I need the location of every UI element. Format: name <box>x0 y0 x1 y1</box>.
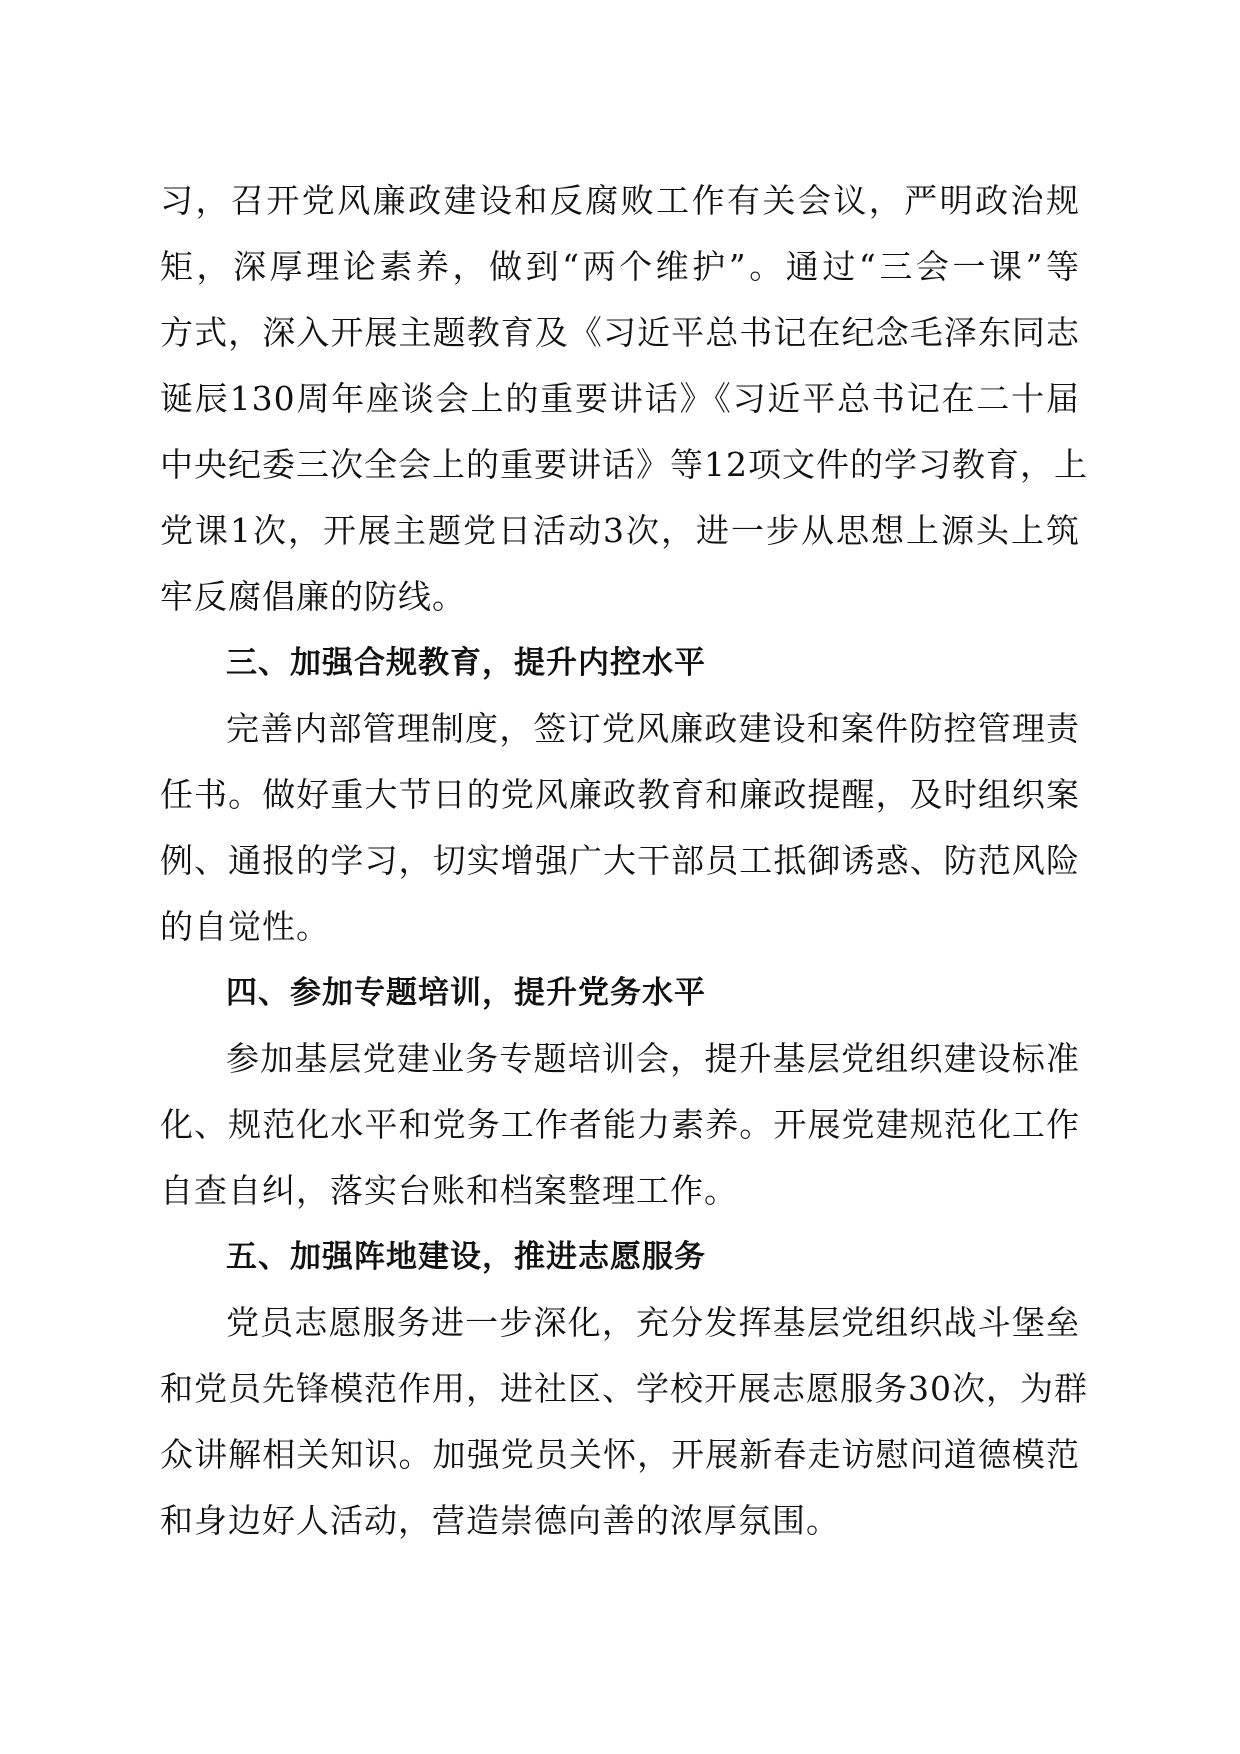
paragraph-line: 党员志愿服务进一步深化，充分发挥基层党组织战斗堡垒 <box>226 1303 1080 1342</box>
paragraph-line: 方式，深入开展主题教育及《习近平总书记在纪念毛泽东同志 <box>160 313 1080 352</box>
paragraph-line: 习，召开党风廉政建设和反腐败工作有关会议，严明政治规 <box>160 181 1080 220</box>
paragraph-line: 党课1次，开展主题党日活动3次，进一步从思想上源头上筑 <box>160 511 1080 550</box>
section-heading-4: 四、参加专题培训，提升党务水平 <box>226 975 706 1011</box>
paragraph-line: 矩，深厚理论素养，做到“两个维护”。通过“三会一课”等 <box>160 247 1080 286</box>
document-page <box>160 168 1088 1554</box>
paragraph-line: 诞辰130周年座谈会上的重要讲话》《习近平总书记在二十届 <box>160 379 1080 418</box>
paragraph-line: 和党员先锋模范作用，进社区、学校开展志愿服务30次，为群 <box>160 1369 1088 1408</box>
paragraph-line: 例、通报的学习，切实增强广大干部员工抵御诱惑、防范风险 <box>160 841 1080 880</box>
section-heading-3: 三、加强合规教育，提升内控水平 <box>226 645 706 681</box>
paragraph-line: 参加基层党建业务专题培训会，提升基层党组织建设标准 <box>226 1039 1080 1078</box>
paragraph-line: 自查自纠，落实台账和档案整理工作。 <box>160 1171 738 1210</box>
paragraph-line: 完善内部管理制度，签订党风廉政建设和案件防控管理责 <box>226 709 1080 748</box>
section-3-paragraph <box>160 696 1080 960</box>
paragraph-line: 化、规范化水平和党务工作者能力素养。开展党建规范化工作 <box>160 1105 1080 1144</box>
intro-paragraph <box>160 168 1088 630</box>
paragraph-line: 任书。做好重大节日的党风廉政教育和廉政提醒，及时组织案 <box>160 775 1080 814</box>
paragraph-line: 牢反腐倡廉的防线。 <box>160 577 466 616</box>
paragraph-line: 和身边好人活动，营造崇德向善的浓厚氛围。 <box>160 1501 840 1540</box>
paragraph-line: 的自觉性。 <box>160 907 330 946</box>
paragraph-line: 中央纪委三次全会上的重要讲话》等12项文件的学习教育，上 <box>160 445 1088 484</box>
section-heading-5: 五、加强阵地建设，推进志愿服务 <box>226 1239 706 1275</box>
section-4-paragraph <box>160 1026 1080 1224</box>
paragraph-line: 众讲解相关知识。加强党员关怀，开展新春走访慰问道德模范 <box>160 1435 1080 1474</box>
section-5-paragraph <box>160 1290 1088 1554</box>
